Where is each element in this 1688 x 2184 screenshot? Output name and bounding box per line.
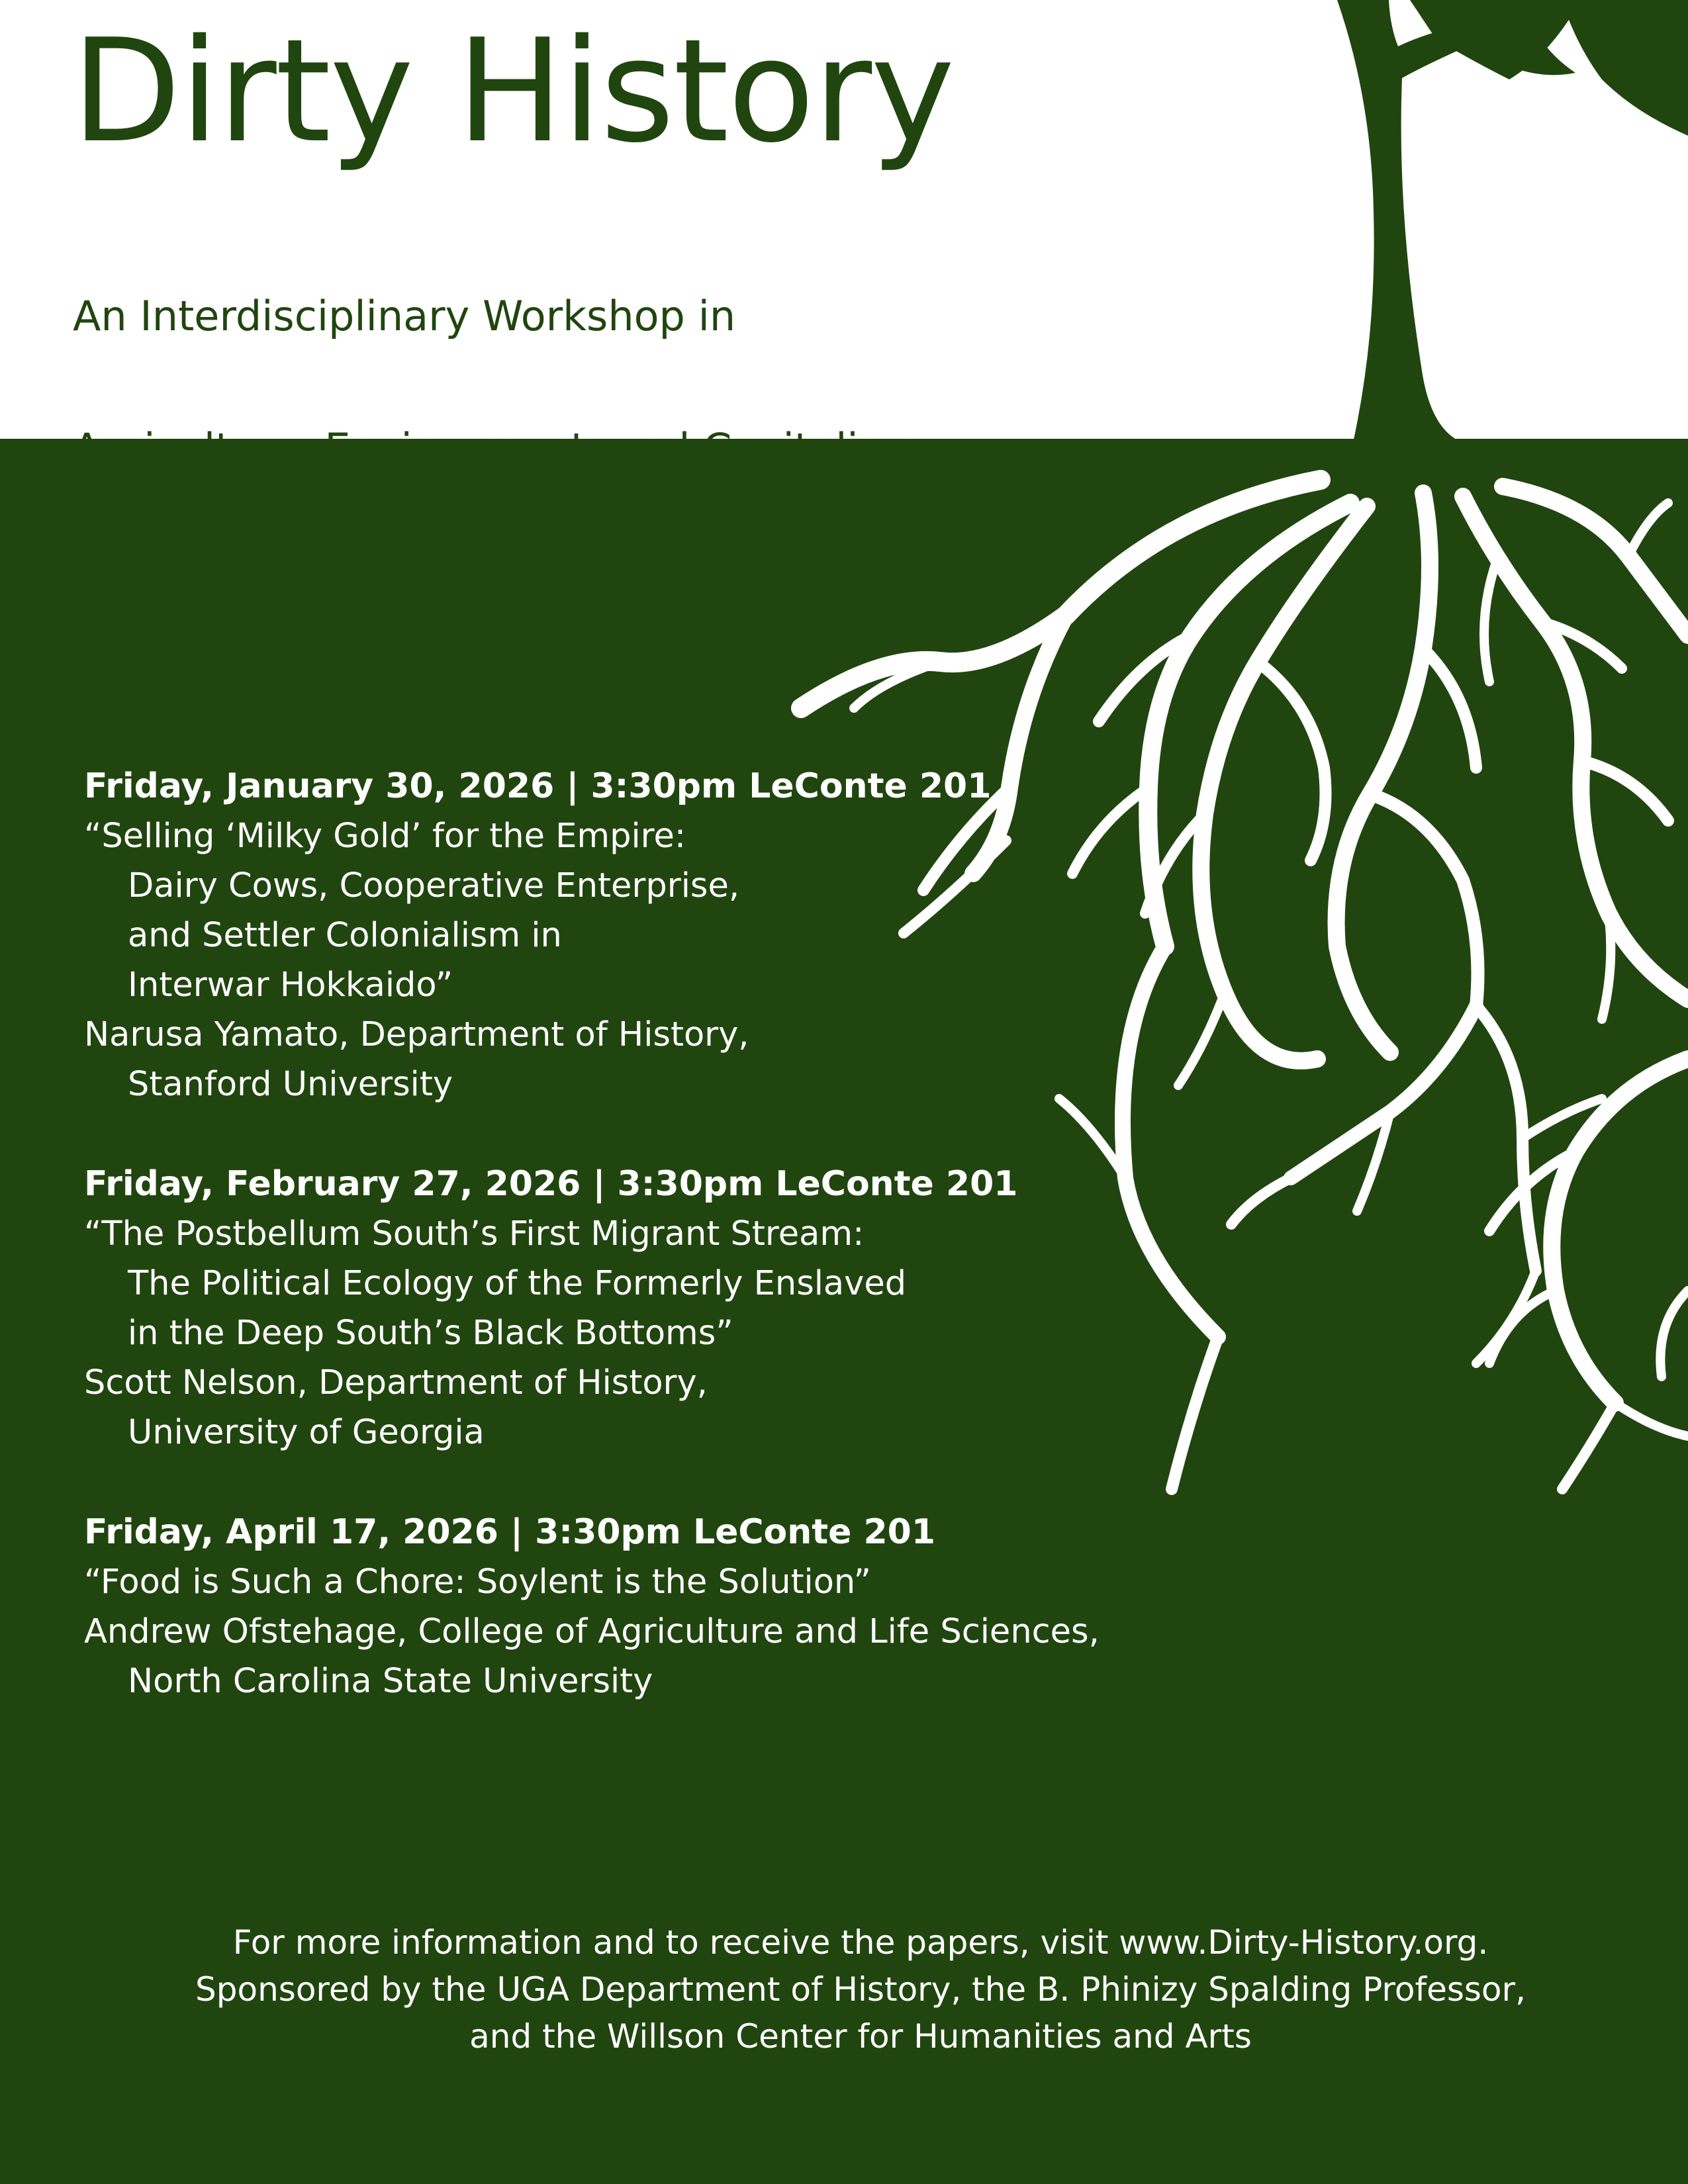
subtitle-line: at the University of Georgia [73,557,641,605]
event-1 [84,761,1143,1109]
tree-trunk [1337,0,1688,439]
event-affiliation: North Carolina State University [128,1662,653,1701]
event-speaker: Andrew Ofstehage, College of Agriculture and Life Sciences, [84,1612,1100,1651]
event-3 [84,1507,1143,1706]
event-speaker: Scott Nelson, Department of History, [84,1363,708,1402]
event-title-line: “Selling ‘Milky Gold’ for the Empire: [84,817,686,856]
event-title-line: “Food is Such a Chore: Soylent is the Solution” [84,1563,871,1602]
footer-line: and the Willson Center for Humanities and Arts [469,2017,1252,2056]
event-title-line: and Settler Colonialism in [128,916,562,955]
poster-title: Dirty History [71,8,954,174]
footer-info [0,1919,1688,2060]
subtitle-line: An Interdisciplinary Workshop in [73,292,736,340]
event-2 [84,1159,1143,1457]
poster-subtitle [73,217,1165,680]
footer-line: For more information and to receive the papers, visit www.Dirty-History.org. [232,1923,1489,1962]
footer-line: Sponsored by the UGA Department of History, the B. Phinizy Spalding Professor, [195,1970,1526,2009]
subtitle-line: Agriculture, Environment, and Capitalism [73,424,920,473]
event-title-line: The Political Ecology of the Formerly Enslaved [128,1264,907,1303]
event-title-line: Dairy Cows, Cooperative Enterprise, [128,866,740,905]
event-date-location: Friday, February 27, 2026 | 3:30pm LeConte 201 [84,1164,1018,1204]
event-affiliation: University of Georgia [128,1413,485,1452]
event-speaker: Narusa Yamato, Department of History, [84,1015,749,1054]
event-title-line: in the Deep South’s Black Bottoms” [128,1314,733,1353]
event-title-line: Interwar Hokkaido” [128,966,453,1005]
event-list [84,761,1143,1756]
event-date-location: Friday, January 30, 2026 | 3:30pm LeConte 201 [84,766,992,806]
event-date-location: Friday, April 17, 2026 | 3:30pm LeConte 201 [84,1512,936,1552]
event-affiliation: Stanford University [128,1065,453,1104]
event-title-line: “The Postbellum South’s First Migrant Stream: [84,1214,865,1253]
